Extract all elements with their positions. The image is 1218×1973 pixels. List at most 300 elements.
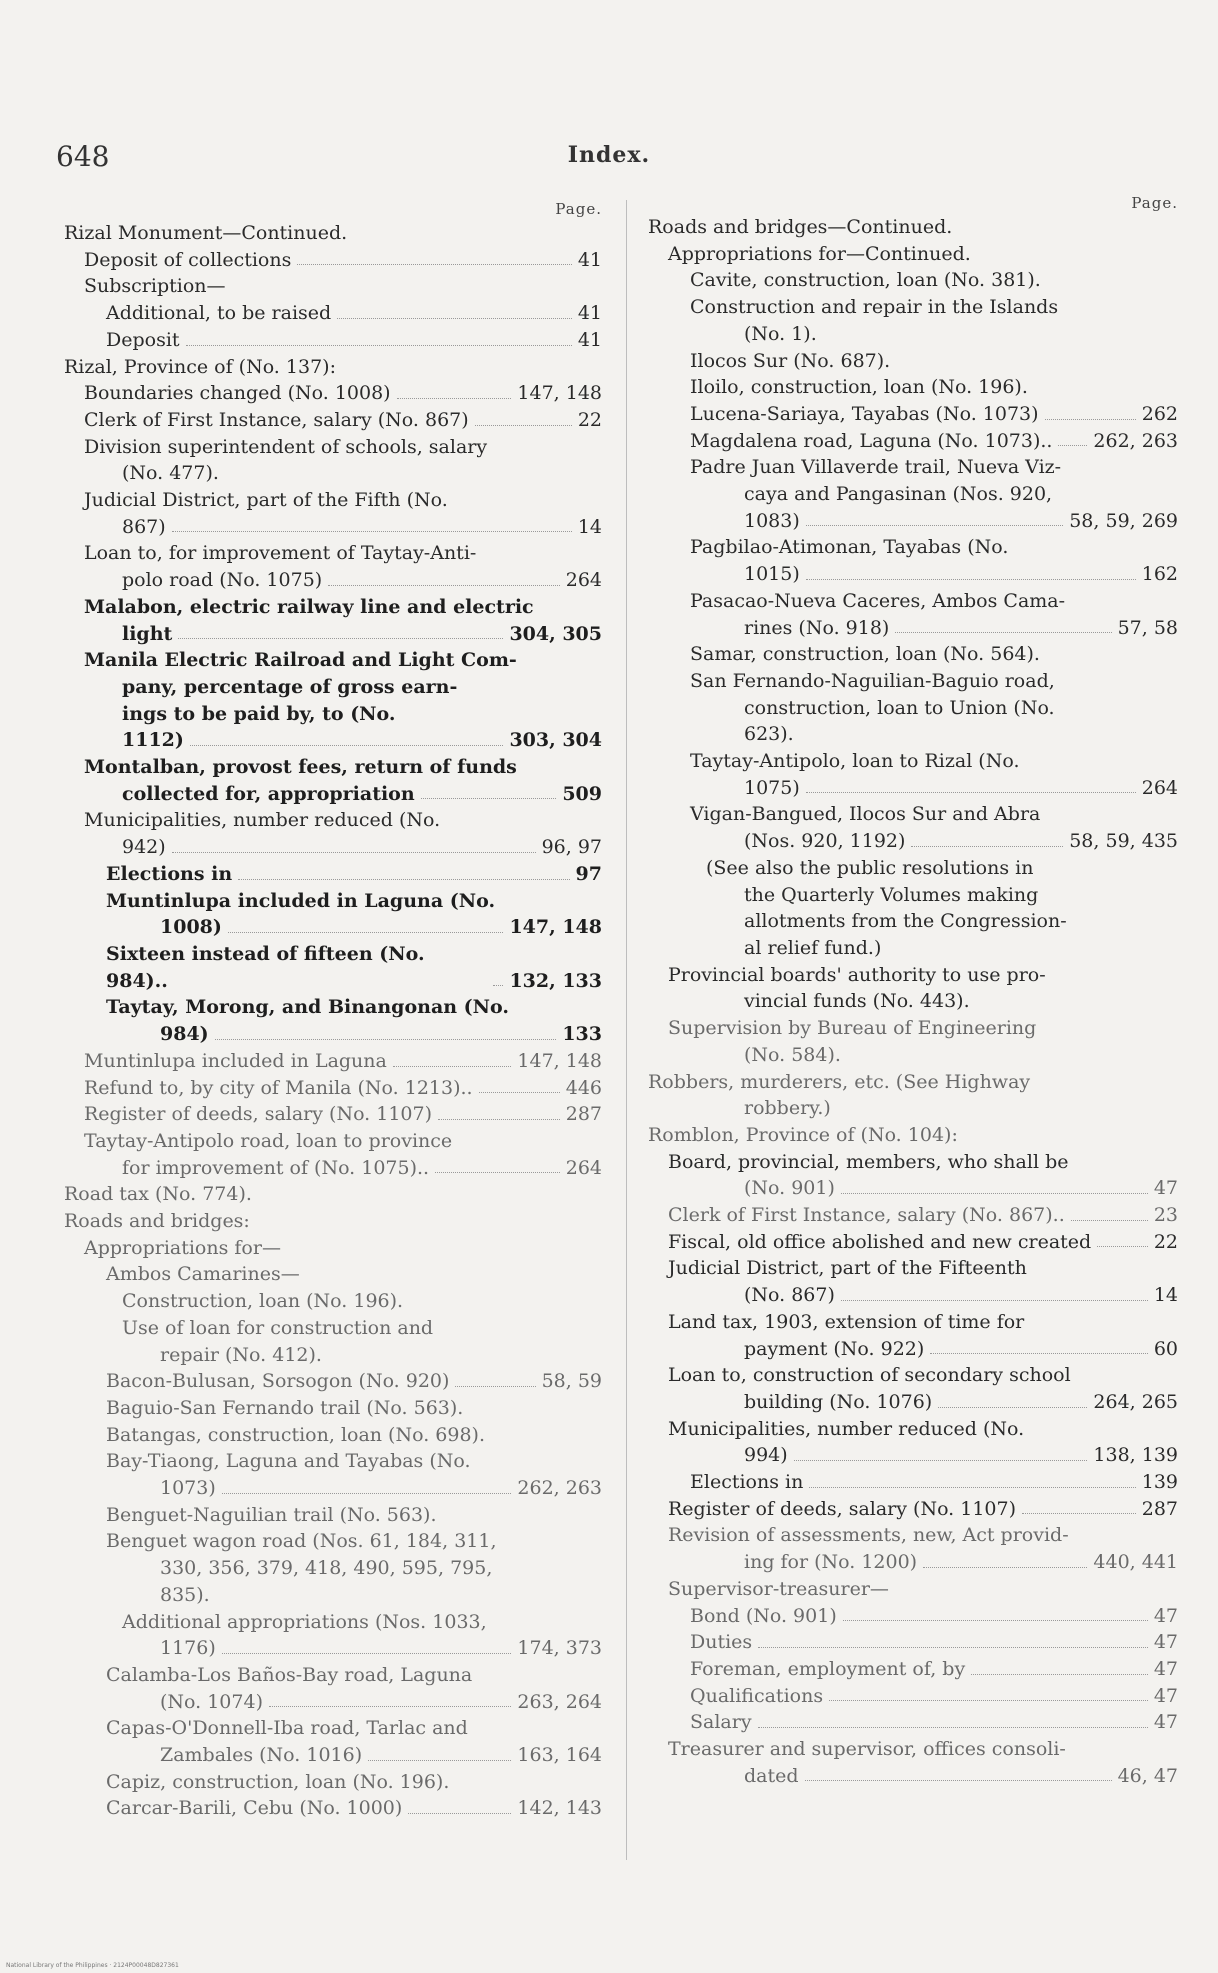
entry-text: Elections in <box>690 1471 804 1494</box>
entry-page-ref: 264 <box>565 569 602 592</box>
index-column-right <box>648 194 1178 1789</box>
entry-text: Sixteen instead of fifteen (No. 984).. <box>106 942 425 992</box>
index-entry <box>648 1469 1178 1496</box>
entry-page-ref: 147, 148 <box>517 382 602 405</box>
entry-text: Bay-Tiaong, Laguna and Tayabas (No. <box>106 1450 471 1473</box>
index-entry <box>64 1795 602 1822</box>
entry-page-ref: 41 <box>577 328 602 351</box>
dot-leader <box>421 798 557 799</box>
index-entry <box>64 567 602 594</box>
entry-text: Additional, to be raised <box>106 302 332 325</box>
index-entry <box>64 1609 602 1636</box>
dot-leader <box>408 1813 511 1814</box>
index-column-left <box>64 200 602 1822</box>
index-entry <box>64 1395 602 1422</box>
entry-text: Taytay-Antipolo, loan to Rizal (No. <box>690 750 1020 773</box>
index-entry <box>64 807 602 834</box>
index-entry <box>648 748 1178 775</box>
entry-page-ref: 147, 148 <box>509 916 602 939</box>
entry-text: caya and Pangasinan (Nos. 920, <box>744 483 1053 506</box>
dot-leader <box>368 1760 511 1761</box>
entry-text: robbery.) <box>744 1097 831 1120</box>
entry-text: Roads and bridges—Continued. <box>648 216 953 238</box>
entry-text: Loan to, for improvement of Taytay-Anti- <box>84 542 477 565</box>
index-entry <box>64 300 602 327</box>
index-entry <box>64 1181 602 1208</box>
index-entry <box>648 1763 1178 1790</box>
entry-text: 994) <box>744 1444 788 1467</box>
index-entry <box>648 1042 1178 1069</box>
entry-text: Pasacao-Nueva Caceres, Ambos Cama- <box>690 589 1066 612</box>
entry-text: Use of loan for construction and <box>122 1316 434 1339</box>
entry-text: (No. 901) <box>744 1177 835 1200</box>
entry-page-ref: 509 <box>562 782 602 805</box>
entry-text: Benguet wagon road (Nos. 61, 184, 311, <box>106 1530 497 1553</box>
dot-leader <box>438 1119 560 1120</box>
index-entry <box>64 1742 602 1769</box>
entry-text: (No. 867) <box>744 1284 835 1307</box>
entry-text: Manila Electric Railroad and Light Com- <box>84 649 517 672</box>
dot-leader <box>393 1066 512 1067</box>
entry-text: 1083) <box>744 509 800 532</box>
entry-page-ref: 47 <box>1153 1684 1178 1707</box>
entry-text: 1008) <box>160 916 222 939</box>
entry-text: Foreman, employment of, by <box>690 1657 966 1680</box>
entry-page-ref: 303, 304 <box>509 729 602 752</box>
index-entry <box>64 1769 602 1796</box>
entry-text: Batangas, construction, loan (No. 698). <box>106 1423 485 1446</box>
index-entry <box>64 888 602 915</box>
entry-text: 942) <box>122 836 166 859</box>
index-entry <box>648 1362 1178 1389</box>
entry-text: 1176) <box>160 1637 216 1660</box>
dot-leader <box>178 638 503 639</box>
index-entry <box>648 668 1178 695</box>
dot-leader <box>1045 419 1136 420</box>
dot-leader <box>971 1674 1148 1675</box>
entry-text: (No. 584). <box>744 1043 841 1066</box>
index-entry <box>64 1422 602 1449</box>
entry-text: Capiz, construction, loan (No. 196). <box>106 1770 450 1793</box>
index-entry <box>648 1709 1178 1736</box>
entry-page-ref: 263, 264 <box>517 1690 602 1713</box>
entry-text: Revision of assessments, new, Act provid- <box>668 1524 1069 1547</box>
page-column-label: Page. <box>555 200 602 218</box>
entry-text: construction, loan to Union (No. <box>744 696 1055 719</box>
dot-leader <box>455 1386 535 1387</box>
index-entry <box>64 1582 602 1609</box>
entry-page-ref: 132, 133 <box>509 969 602 992</box>
entry-text: Treasurer and supervisor, offices consoli- <box>668 1738 1066 1761</box>
entry-page-ref: 264, 265 <box>1093 1390 1178 1413</box>
entry-text: Loan to, construction of secondary school <box>668 1364 1071 1387</box>
index-entry <box>64 994 602 1021</box>
entry-text: ing for (No. 1200) <box>744 1551 918 1574</box>
index-entry <box>64 674 602 701</box>
dot-leader <box>829 1700 1148 1701</box>
entry-list-left <box>64 220 602 1822</box>
index-entry <box>648 508 1178 535</box>
entry-page-ref: 440, 441 <box>1093 1551 1178 1574</box>
entry-text: Taytay, Morong, and Binangonan (No. <box>106 996 509 1019</box>
entry-text: (Nos. 920, 1192) <box>744 830 906 853</box>
entry-text: San Fernando-Naguilian-Baguio road, <box>690 669 1055 692</box>
dot-leader <box>172 531 572 532</box>
entry-text: Municipalities, number reduced (No. <box>84 809 441 832</box>
page-column-label: Page. <box>1131 194 1178 212</box>
index-entry <box>648 561 1178 588</box>
index-entry <box>64 1075 602 1102</box>
entry-page-ref: 47 <box>1153 1604 1178 1627</box>
index-entry <box>64 1235 602 1262</box>
index-entry <box>648 721 1178 748</box>
dot-leader <box>805 1780 1112 1781</box>
index-entry <box>648 1442 1178 1469</box>
entry-page-ref: 262, 263 <box>1093 429 1178 452</box>
entry-text: Ambos Camarines— <box>106 1263 300 1286</box>
dot-leader <box>228 932 504 933</box>
dot-leader <box>938 1407 1087 1408</box>
dot-leader <box>806 579 1136 580</box>
entry-text: Land tax, 1903, extension of time for <box>668 1310 1025 1333</box>
entry-text: Lucena-Sariaya, Tayabas (No. 1073) <box>690 402 1039 425</box>
index-entry <box>648 534 1178 561</box>
index-entry <box>64 1475 602 1502</box>
entry-text: Zambales (No. 1016) <box>160 1744 363 1767</box>
index-entry <box>64 407 602 434</box>
dot-leader <box>215 1039 557 1040</box>
index-entry <box>648 294 1178 321</box>
index-entry <box>648 1309 1178 1336</box>
entry-page-ref: 304, 305 <box>509 622 602 645</box>
index-entry <box>648 615 1178 642</box>
entry-page-ref: 41 <box>577 248 602 271</box>
entry-page-ref: 14 <box>1153 1284 1178 1307</box>
entry-text: Rizal, Province of (No. 137): <box>64 355 336 378</box>
entry-page-ref: 41 <box>577 302 602 325</box>
index-entry <box>648 828 1178 855</box>
index-entry <box>648 1522 1178 1549</box>
entry-page-ref: 14 <box>577 515 602 538</box>
entry-text: Boundaries changed (No. 1008) <box>84 382 391 405</box>
entry-page-ref: 47 <box>1153 1631 1178 1654</box>
entry-page-ref: 287 <box>1141 1497 1178 1520</box>
index-entry <box>648 214 1178 241</box>
index-entry <box>64 594 602 621</box>
entry-text: Capas-O'Donnell-Iba road, Tarlac and <box>106 1717 468 1740</box>
index-entry <box>648 962 1178 989</box>
entry-text: Magdalena road, Laguna (No. 1073).. <box>690 429 1053 452</box>
dot-leader <box>1058 445 1087 446</box>
page-title: Index. <box>567 142 651 168</box>
index-entry <box>64 1555 602 1582</box>
index-entry <box>648 1576 1178 1603</box>
index-entry <box>64 1528 602 1555</box>
entry-text: Provincial boards' authority to use pro- <box>668 963 1046 986</box>
entry-text: Clerk of First Instance, salary (No. 867) <box>84 408 469 431</box>
dot-leader <box>806 525 1063 526</box>
index-entry <box>648 1149 1178 1176</box>
index-entry <box>64 1662 602 1689</box>
dot-leader <box>435 1172 560 1173</box>
entry-page-ref: 138, 139 <box>1093 1444 1178 1467</box>
index-entry <box>648 988 1178 1015</box>
entry-page-ref: 60 <box>1153 1337 1178 1360</box>
entry-text: (No. 477). <box>122 462 219 485</box>
entry-text: Register of deeds, salary (No. 1107) <box>84 1103 433 1126</box>
entry-text: Robbers, murderers, etc. (See Highway <box>648 1070 1031 1093</box>
entry-page-ref: 446 <box>565 1076 602 1099</box>
index-entry <box>648 775 1178 802</box>
index-entry <box>648 695 1178 722</box>
index-entry <box>64 220 602 247</box>
index-entry <box>648 1015 1178 1042</box>
entry-text: pany, percentage of gross earn- <box>122 675 458 698</box>
entry-text: Roads and bridges: <box>64 1210 250 1233</box>
index-entry <box>648 1683 1178 1710</box>
page-number: 648 <box>56 140 110 173</box>
dot-leader <box>328 585 560 586</box>
dot-leader <box>758 1727 1148 1728</box>
index-entry <box>648 1255 1178 1282</box>
index-entry <box>64 1261 602 1288</box>
entry-text: Montalban, provost fees, return of funds <box>84 756 517 779</box>
entry-text: Construction and repair in the Islands <box>690 296 1059 319</box>
index-entry <box>648 267 1178 294</box>
index-entry <box>64 754 602 781</box>
entry-page-ref: 47 <box>1153 1177 1178 1200</box>
entry-text: Cavite, construction, loan (No. 381). <box>690 269 1041 292</box>
dot-leader <box>297 264 571 265</box>
entry-text: Judicial District, part of the Fifteenth <box>668 1257 1027 1280</box>
entry-text: allotments from the Congression- <box>744 910 1067 933</box>
dot-leader <box>895 632 1111 633</box>
dot-leader <box>841 1193 1148 1194</box>
entry-text: Appropriations for—Continued. <box>668 242 971 265</box>
dot-leader <box>806 792 1136 793</box>
entry-page-ref: 147, 148 <box>517 1049 602 1072</box>
footer-watermark: National Library of the Philippines · 2124P00048D827361 <box>6 1962 179 1969</box>
dot-leader <box>1071 1220 1148 1221</box>
index-entry <box>64 727 602 754</box>
index-entry <box>64 540 602 567</box>
entry-page-ref: 96, 97 <box>541 836 602 859</box>
dot-leader <box>397 398 512 399</box>
entry-text: 984) <box>160 1023 209 1046</box>
index-entry <box>64 1635 602 1662</box>
dot-leader <box>172 852 536 853</box>
entry-text: Taytay-Antipolo road, loan to province <box>84 1129 453 1152</box>
entry-text: Salary <box>690 1711 752 1734</box>
entry-text: Deposit <box>106 328 180 351</box>
entry-text: Road tax (No. 774). <box>64 1183 252 1206</box>
index-entry <box>648 1389 1178 1416</box>
entry-text: Subscription— <box>84 275 226 298</box>
entry-text: Supervisor-treasurer— <box>668 1577 889 1600</box>
entry-text: Refund to, by city of Manila (No. 1213).. <box>84 1076 473 1099</box>
dot-leader <box>843 1620 1148 1621</box>
index-entry <box>648 855 1178 882</box>
entry-text: Elections in <box>106 862 233 885</box>
entry-text: Samar, construction, loan (No. 564). <box>690 643 1040 666</box>
entry-text: Supervision by Bureau of Engineering <box>668 1017 1037 1040</box>
entry-text: 623). <box>744 723 794 746</box>
index-entry <box>64 354 602 381</box>
entry-text: Baguio-San Fernando trail (No. 563). <box>106 1396 464 1419</box>
index-entry <box>64 247 602 274</box>
entry-text: 1075) <box>744 776 800 799</box>
entry-text: al relief fund.) <box>744 936 882 959</box>
index-entry <box>64 1101 602 1128</box>
index-entry <box>648 588 1178 615</box>
entry-text: 835). <box>160 1583 210 1606</box>
entry-page-ref: 262, 263 <box>517 1477 602 1500</box>
index-entry <box>648 241 1178 268</box>
index-entry <box>64 434 602 461</box>
index-entry <box>64 1021 602 1048</box>
index-entry <box>648 935 1178 962</box>
dot-leader <box>930 1353 1148 1354</box>
entry-text: light <box>122 622 173 645</box>
entry-text: Board, provincial, members, who shall be <box>668 1150 1069 1173</box>
entry-text: 1073) <box>160 1477 216 1500</box>
entry-page-ref: 47 <box>1153 1657 1178 1680</box>
index-entry <box>648 1603 1178 1630</box>
entry-page-ref: 97 <box>575 862 602 885</box>
entry-text: polo road (No. 1075) <box>122 569 323 592</box>
index-entry <box>64 1288 602 1315</box>
entry-list-right <box>648 214 1178 1789</box>
entry-text: dated <box>744 1764 799 1787</box>
index-entry <box>64 460 602 487</box>
entry-text: Clerk of First Instance, salary (No. 867).. <box>668 1204 1065 1227</box>
entry-page-ref: 58, 59 <box>541 1370 602 1393</box>
dot-leader <box>809 1487 1135 1488</box>
dot-leader <box>794 1460 1088 1461</box>
index-entry <box>64 1715 602 1742</box>
entry-text: payment (No. 922) <box>744 1337 925 1360</box>
dot-leader <box>1097 1246 1148 1247</box>
index-entry <box>648 374 1178 401</box>
entry-text: rines (No. 918) <box>744 616 890 639</box>
index-entry <box>64 514 602 541</box>
index-entry <box>648 1202 1178 1229</box>
dot-leader <box>222 1653 512 1654</box>
entry-page-ref: 23 <box>1153 1204 1178 1227</box>
entry-text: Deposit of collections <box>84 248 292 271</box>
entry-text: (No. 1074) <box>160 1690 263 1713</box>
dot-leader <box>238 879 569 880</box>
index-entry <box>64 1048 602 1075</box>
dot-leader <box>841 1300 1148 1301</box>
index-entry <box>64 621 602 648</box>
index-entry <box>648 348 1178 375</box>
entry-text: collected for, appropriation <box>122 782 415 805</box>
entry-text: Carcar-Barili, Cebu (No. 1000) <box>106 1797 403 1820</box>
page-header <box>0 140 1218 180</box>
entry-text: (No. 1). <box>744 322 817 345</box>
index-entry <box>64 914 602 941</box>
index-entry <box>64 273 602 300</box>
entry-text: 867) <box>122 515 166 538</box>
dot-leader <box>269 1706 511 1707</box>
index-entry <box>64 861 602 888</box>
entry-text: ings to be paid by, to (No. <box>122 702 396 725</box>
entry-text: Muntinlupa included in Laguna (No. <box>106 889 496 912</box>
entry-text: Judicial District, part of the Fifth (No. <box>84 489 448 512</box>
entry-text: vincial funds (No. 443). <box>744 990 970 1013</box>
entry-page-ref: 58, 59, 269 <box>1069 509 1178 532</box>
index-entry <box>648 1549 1178 1576</box>
entry-text: Division superintendent of schools, salary <box>84 435 488 458</box>
entry-text: Benguet-Naguilian trail (No. 563). <box>106 1503 437 1526</box>
entry-text: Register of deeds, salary (No. 1107) <box>668 1497 1017 1520</box>
index-entry <box>648 1095 1178 1122</box>
index-entry <box>648 1629 1178 1656</box>
entry-page-ref: 264 <box>1141 776 1178 799</box>
entry-page-ref: 174, 373 <box>517 1637 602 1660</box>
entry-text: 1112) <box>122 729 184 752</box>
dot-leader <box>493 985 503 986</box>
index-entry <box>64 1315 602 1342</box>
entry-page-ref: 139 <box>1141 1471 1178 1494</box>
index-entry <box>648 1175 1178 1202</box>
dot-leader <box>911 846 1063 847</box>
index-entry <box>648 1122 1178 1149</box>
entry-page-ref: 22 <box>1153 1230 1178 1253</box>
index-entry <box>64 1368 602 1395</box>
dot-leader <box>186 345 572 346</box>
index-entry <box>64 941 602 994</box>
dot-leader <box>337 318 572 319</box>
entry-page-ref: 287 <box>565 1103 602 1126</box>
entry-text: Bacon-Bulusan, Sorsogon (No. 920) <box>106 1370 450 1393</box>
index-entry <box>648 454 1178 481</box>
index-entry <box>648 1416 1178 1443</box>
entry-text: (See also the public resolutions in <box>706 856 1034 879</box>
entry-page-ref: 264 <box>565 1156 602 1179</box>
entry-page-ref: 162 <box>1141 563 1178 586</box>
dot-leader <box>475 425 572 426</box>
dot-leader <box>479 1092 560 1093</box>
entry-text: Pagbilao-Atimonan, Tayabas (No. <box>690 536 1009 559</box>
index-entry <box>64 487 602 514</box>
entry-page-ref: 47 <box>1153 1711 1178 1734</box>
entry-page-ref: 57, 58 <box>1117 616 1178 639</box>
index-entry <box>64 701 602 728</box>
index-entry <box>64 1689 602 1716</box>
index-entry <box>64 1208 602 1235</box>
entry-page-ref: 58, 59, 435 <box>1069 830 1178 853</box>
entry-text: repair (No. 412). <box>160 1343 322 1366</box>
index-entry <box>648 641 1178 668</box>
index-entry <box>648 801 1178 828</box>
index-entry <box>64 380 602 407</box>
dot-leader <box>190 745 504 746</box>
entry-text: 1015) <box>744 563 800 586</box>
entry-text: Appropriations for— <box>84 1236 281 1259</box>
dot-leader <box>923 1567 1087 1568</box>
entry-text: Malabon, electric railway line and electric <box>84 595 534 618</box>
index-entry <box>64 1342 602 1369</box>
index-entry <box>64 327 602 354</box>
dot-leader <box>222 1493 512 1494</box>
index-entry <box>648 1736 1178 1763</box>
index-entry <box>64 781 602 808</box>
index-entry <box>648 882 1178 909</box>
index-entry <box>648 1496 1178 1523</box>
index-entry <box>648 1282 1178 1309</box>
